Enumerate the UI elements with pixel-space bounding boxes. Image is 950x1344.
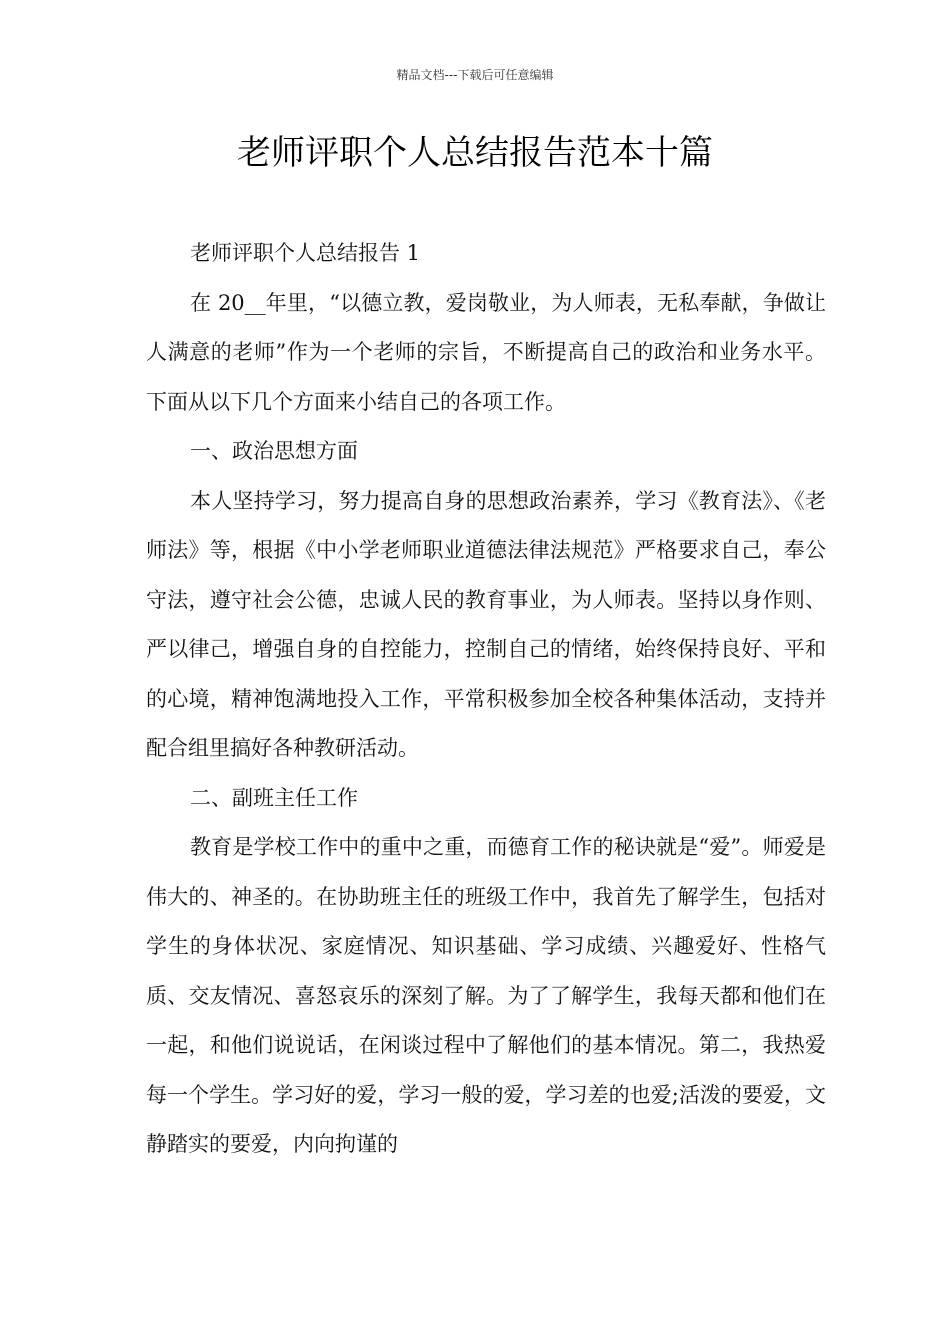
paragraph: 本人坚持学习，努力提高自身的思想政治素养，学习《教育法》、《老师法》等，根据《中小学老师职业道德法律法规范》严格要求自己，奉公守法，遵守社会公德，忠诚人民的教育事业，为人师表。坚持以身作则、严以律己，增强自身的自控能力，控制自己的情绪，始终保持良好、平和的心境，精神饱满地投入工作，平常积极参加全校各种集体活动，支持并配合组里搞好各种教研活动。 [146, 488, 826, 760]
paragraph: 在 20__年里，“以德立教，爱岗敬业，为人师表，无私奉献，争做让人满意的老师”作为一个老师的宗旨，不断提高自己的政治和业务水平。下面从以下几个方面来小结自己的各项工作。 [146, 290, 826, 414]
section-heading: 二、副班主任工作 [190, 785, 358, 810]
document-title: 老师评职个人总结报告范本十篇 [237, 133, 713, 173]
document-body [146, 229, 826, 1170]
paragraph: 教育是学校工作中的重中之重，而德育工作的秘诀就是“爱”。师爱是伟大的、神圣的。在协助班主任的班级工作中，我首先了解学生，包括对学生的身体状况、家庭情况、知识基础、学习成绩、兴趣爱好、性格气质、交友情况、喜怒哀乐的深刻了解。为了了解学生，我每天都和他们在一起，和他们说说话，在闲谈过程中了解他们的基本情况。第二，我热爱每一个学生。学习好的爱，学习一般的爱，学习差的也爱;活泼的要爱，文静踏实的要爱，内向拘谨的 [146, 835, 826, 1156]
section-heading: 一、政治思想方面 [190, 439, 358, 463]
section-heading: 老师评职个人总结报告 1 [190, 241, 421, 265]
header-note: 精品文档---下载后可任意编辑 [396, 68, 554, 82]
